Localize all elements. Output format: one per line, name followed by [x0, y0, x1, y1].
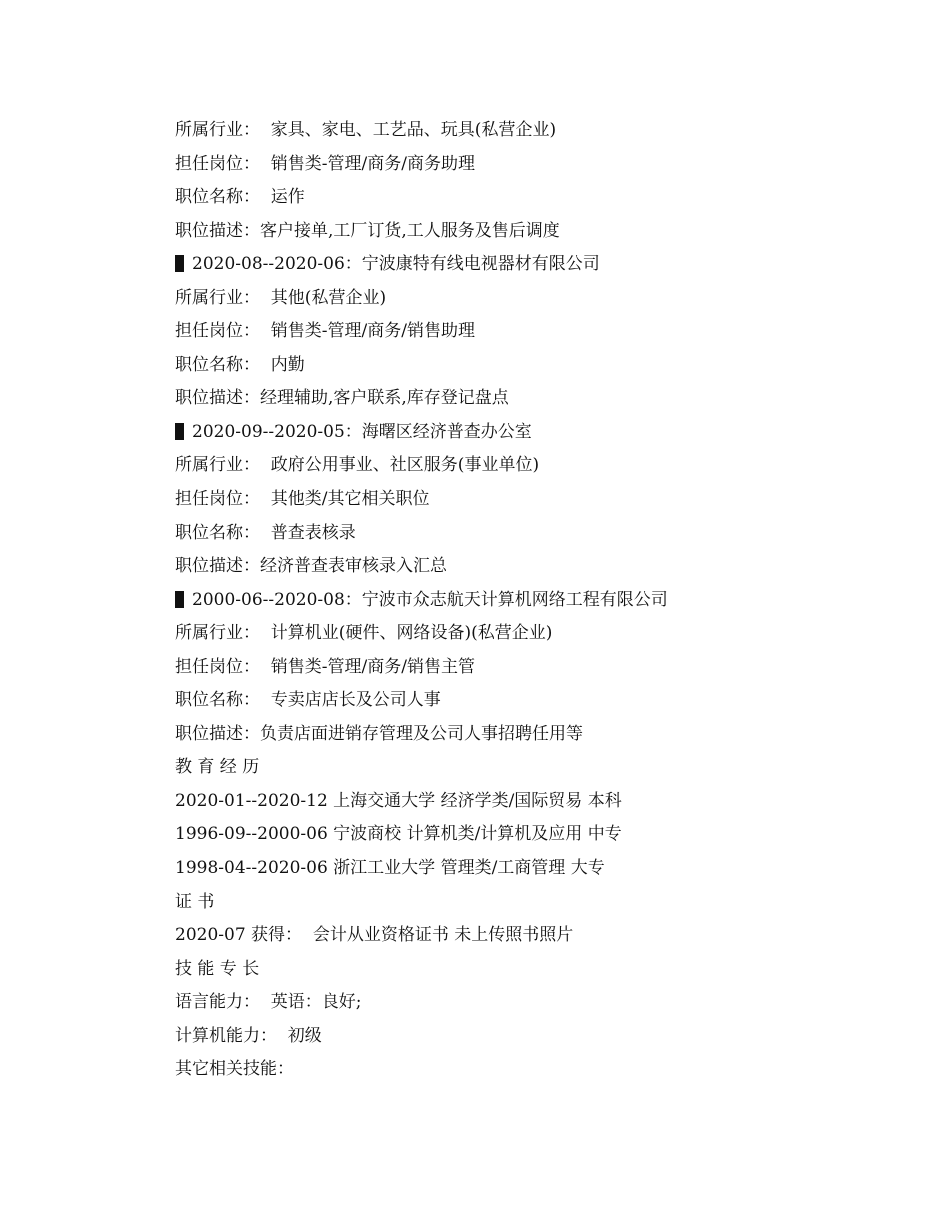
line-text: 技 能 专 长	[175, 958, 260, 979]
text-line	[175, 382, 875, 416]
line-text: 所属行业： 计算机业(硬件、网络设备)(私营企业)	[175, 623, 553, 644]
job-heading-line	[175, 416, 875, 450]
line-text: 2000-06--2020-08：宁波市众志航天计算机网络工程有限公司	[192, 589, 668, 610]
text-line	[175, 148, 875, 182]
line-text: 2020-08--2020-06：宁波康特有线电视器材有限公司	[192, 254, 600, 275]
text-line	[175, 517, 875, 551]
resume-content	[175, 114, 875, 1087]
bullet-marker-icon	[175, 591, 184, 608]
line-text: 担任岗位： 其他类/其它相关职位	[175, 489, 430, 510]
line-text: 职位描述：经济普查表审核录入汇总	[175, 556, 447, 577]
line-text: 语言能力： 英语：良好;	[175, 992, 362, 1013]
line-text: 职位名称： 普查表核录	[175, 522, 356, 543]
text-line	[175, 315, 875, 349]
text-line	[175, 282, 875, 316]
text-line	[175, 651, 875, 685]
line-text: 计算机能力： 初级	[175, 1025, 322, 1046]
text-line	[175, 483, 875, 517]
text-line	[175, 718, 875, 752]
line-text: 1998-04--2020-06 浙江工业大学 管理类/工商管理 大专	[175, 858, 605, 879]
line-text: 2020-07 获得： 会计从业资格证书 未上传照书照片	[175, 925, 574, 946]
line-text: 所属行业： 其他(私营企业)	[175, 287, 387, 308]
line-text: 所属行业： 政府公用事业、社区服务(事业单位)	[175, 455, 540, 476]
line-text: 2020-01--2020-12 上海交通大学 经济学类/国际贸易 本科	[175, 790, 622, 811]
line-text: 职位名称： 运作	[175, 187, 305, 208]
line-text: 证 书	[175, 891, 215, 912]
text-line	[175, 852, 875, 886]
line-text: 2020-09--2020-05：海曙区经济普查办公室	[192, 421, 532, 442]
line-text: 职位描述：经理辅助,客户联系,库存登记盘点	[175, 388, 509, 409]
text-line	[175, 349, 875, 383]
line-text: 其它相关技能：	[175, 1059, 294, 1080]
text-line	[175, 919, 875, 953]
text-line	[175, 215, 875, 249]
line-text: 教 育 经 历	[175, 757, 260, 778]
text-line	[175, 181, 875, 215]
line-text: 担任岗位： 销售类-管理/商务/商务助理	[175, 153, 476, 174]
line-text: 职位名称： 专卖店店长及公司人事	[175, 690, 441, 711]
text-line	[175, 751, 875, 785]
text-line	[175, 886, 875, 920]
text-line	[175, 818, 875, 852]
text-line	[175, 550, 875, 584]
line-text: 1996-09--2000-06 宁波商校 计算机类/计算机及应用 中专	[175, 824, 622, 845]
job-heading-line	[175, 584, 875, 618]
job-heading-line	[175, 248, 875, 282]
text-line	[175, 449, 875, 483]
text-line	[175, 684, 875, 718]
line-text: 担任岗位： 销售类-管理/商务/销售助理	[175, 321, 476, 342]
text-line	[175, 114, 875, 148]
text-line	[175, 1053, 875, 1087]
text-line	[175, 785, 875, 819]
bullet-marker-icon	[175, 423, 184, 440]
bullet-marker-icon	[175, 255, 184, 272]
text-line	[175, 986, 875, 1020]
line-text: 职位描述：负责店面进销存管理及公司人事招聘任用等	[175, 723, 583, 744]
line-text: 所属行业： 家具、家电、工艺品、玩具(私营企业)	[175, 120, 557, 140]
line-text: 职位名称： 内勤	[175, 354, 305, 375]
text-line	[175, 617, 875, 651]
line-text: 担任岗位： 销售类-管理/商务/销售主管	[175, 656, 476, 677]
text-line	[175, 953, 875, 987]
text-line	[175, 1020, 875, 1054]
line-text: 职位描述：客户接单,工厂订货,工人服务及售后调度	[175, 220, 560, 241]
